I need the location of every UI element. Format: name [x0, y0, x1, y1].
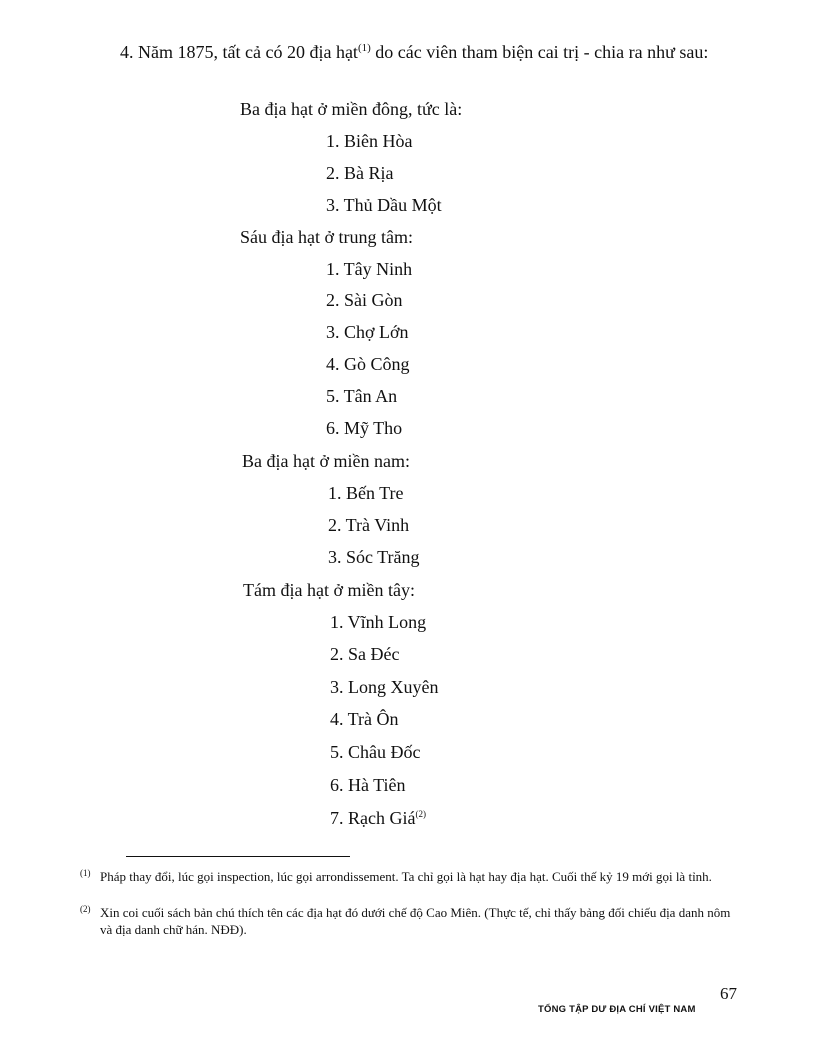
list-item: 2. Trà Vinh — [328, 515, 410, 535]
list-item: 1. Tây Ninh — [326, 259, 413, 279]
list-item — [330, 806, 426, 830]
footnote-2 — [80, 904, 740, 938]
page-number: 67 — [720, 984, 737, 1003]
list-item-text: 7. Rạch Giá — [330, 808, 416, 828]
list-item: 1. Biên Hòa — [326, 131, 413, 151]
list-item: 3. Long Xuyên — [330, 677, 439, 697]
list-item: 5. Tân An — [326, 386, 398, 406]
list-item: 3. Sóc Trăng — [328, 547, 420, 567]
list-item: 2. Sài Gòn — [326, 290, 403, 310]
intro-paragraph — [78, 38, 738, 66]
running-footer: TỔNG TẬP DƯ ĐỊA CHÍ VIỆT NAM — [538, 1004, 696, 1015]
footnote-1 — [80, 868, 740, 885]
list-item: 6. Mỹ Tho — [326, 418, 403, 438]
list-item: 2. Bà Rịa — [326, 163, 394, 183]
footnote-marker: (2) — [80, 904, 91, 914]
list-item: 1. Bến Tre — [328, 483, 404, 503]
list-item: 5. Châu Đốc — [330, 742, 421, 762]
heading-east: Ba địa hạt ở miền đông, tức là: — [240, 99, 463, 119]
list-item: 1. Vĩnh Long — [330, 612, 427, 632]
intro-text-start: 4. Năm 1875, tất cả có 20 địa hạt — [120, 42, 358, 62]
list-item: 4. Trà Ôn — [330, 709, 399, 729]
heading-west: Tám địa hạt ở miền tây: — [243, 580, 415, 600]
list-item: 6. Hà Tiên — [330, 775, 406, 795]
intro-text-end: do các viên tham biện cai trị - chia ra như sau: — [370, 42, 709, 62]
footnote-ref-1: (1) — [357, 42, 371, 54]
list-item: 4. Gò Công — [326, 354, 410, 374]
heading-south: Ba địa hạt ở miền nam: — [242, 451, 410, 471]
list-item: 2. Sa Đéc — [330, 644, 400, 664]
footnote-text: Xin coi cuối sách bản chú thích tên các địa hạt đó dưới chế độ Cao Miên. (Thực tế, chỉ thấy bảng đối chiếu địa danh nôm và địa danh chữ hán. NĐĐ). — [100, 905, 731, 937]
heading-central: Sáu địa hạt ở trung tâm: — [240, 227, 413, 247]
footnote-text: Pháp thay đổi, lúc gọi inspection, lúc gọi arrondissement. Ta chỉ gọi là hạt hay địa hạt. Cuối thế kỷ 19 mới gọi là tỉnh. — [100, 869, 712, 884]
footnote-divider — [126, 856, 350, 857]
footnote-ref-2: (2) — [415, 809, 426, 819]
list-item: 3. Chợ Lớn — [326, 322, 409, 342]
list-item: 3. Thủ Dầu Một — [326, 195, 442, 215]
footnote-marker: (1) — [80, 868, 91, 878]
